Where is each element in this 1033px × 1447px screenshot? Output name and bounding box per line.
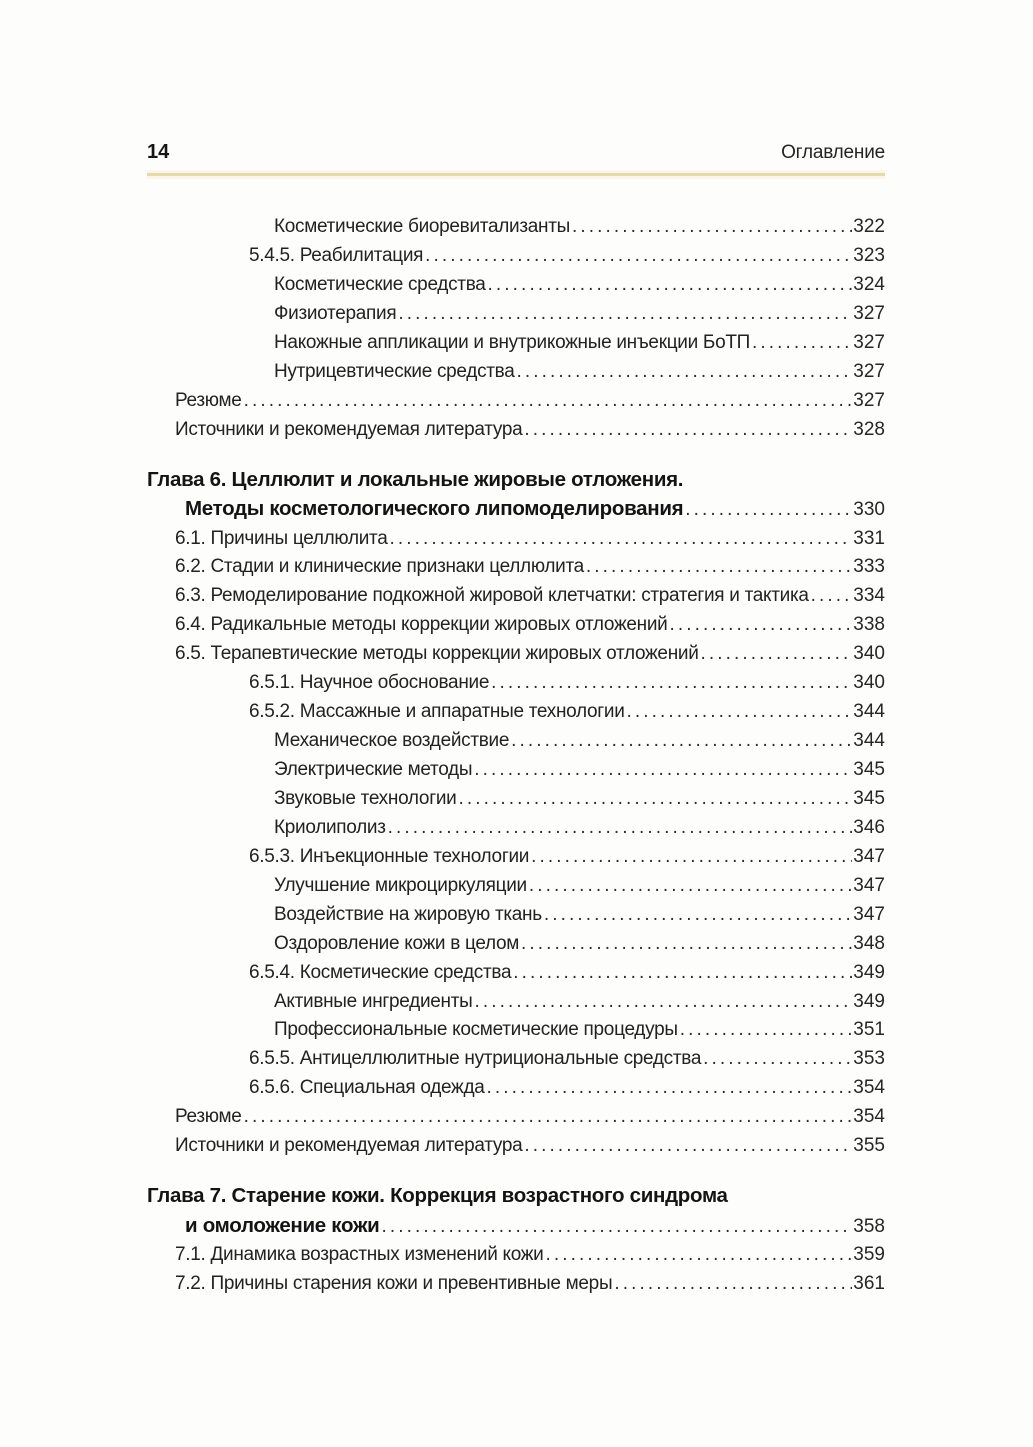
toc-entry-label: Профессиональные косметические процедуры xyxy=(274,1019,678,1041)
dot-leader xyxy=(572,213,852,242)
dot-leader xyxy=(474,756,852,785)
toc-entry-label: 6.1. Причины целлюлита xyxy=(175,527,388,549)
toc-row xyxy=(147,669,885,698)
toc-entry-label: Накожные аппликации и внутрикожные инъекции БоТП xyxy=(274,331,750,353)
dot-leader xyxy=(524,416,852,445)
dot-leader xyxy=(474,988,852,1017)
dot-leader xyxy=(521,930,852,959)
toc-entry-label: 6.5.5. Антицеллюлитные нутрициональные средства xyxy=(249,1048,702,1070)
toc-row xyxy=(147,930,885,959)
toc-entry-label: Косметические биоревитализанты xyxy=(274,216,570,237)
toc-entry-label: 6.5.2. Массажные и аппаратные технологии xyxy=(249,701,625,723)
dot-leader xyxy=(425,242,852,271)
chapter-heading xyxy=(147,465,885,525)
toc-row xyxy=(147,988,885,1017)
toc-entry-label: 6.5.1. Научное обоснование xyxy=(249,672,490,694)
toc-row xyxy=(147,1241,885,1270)
toc-row xyxy=(147,901,885,930)
toc-row xyxy=(147,872,885,901)
toc-entry-page: 345 xyxy=(853,787,885,809)
dot-leader xyxy=(811,582,853,611)
toc-row xyxy=(147,213,885,242)
header-rule xyxy=(147,170,885,179)
toc-entry-label: Резюме xyxy=(175,389,242,411)
page-number: 14 xyxy=(147,141,170,163)
toc-entry-page: 322 xyxy=(853,216,885,237)
toc-entry-page: 353 xyxy=(853,1048,885,1070)
dot-leader xyxy=(701,640,853,669)
toc-row xyxy=(147,756,885,785)
toc-entry-label: Звуковые технологии xyxy=(274,787,457,809)
dot-leader xyxy=(513,959,852,988)
toc-entry-page: 349 xyxy=(853,990,885,1012)
dot-leader xyxy=(488,271,853,300)
toc-row xyxy=(147,843,885,872)
toc-entry-page: 355 xyxy=(853,1135,885,1157)
page-content xyxy=(147,141,885,1299)
toc-entry-page: 347 xyxy=(853,874,885,896)
toc-entry-label: Активные ингредиенты xyxy=(274,990,473,1012)
toc-entry-label: Оздоровление кожи в целом xyxy=(274,932,520,954)
chapter-title-line2: Методы косметологического липомоделирования xyxy=(185,497,684,520)
toc-entry-page: 348 xyxy=(853,932,885,954)
toc-entry-label: 6.3. Ремоделирование подкожной жировой клетчатки: стратегия и тактика xyxy=(175,585,809,607)
dot-leader xyxy=(669,611,852,640)
dot-leader xyxy=(586,553,852,582)
toc-entry-page: 354 xyxy=(853,1077,885,1099)
toc-row xyxy=(147,582,885,611)
toc-entry-label: 7.2. Причины старения кожи и превентивные меры xyxy=(175,1273,613,1295)
dot-leader xyxy=(487,1074,853,1103)
dot-leader xyxy=(398,300,852,329)
page-header xyxy=(147,141,885,164)
toc-entry-page: 331 xyxy=(853,527,885,549)
toc-row xyxy=(147,387,885,416)
header-title: Оглавление xyxy=(781,142,885,163)
toc-entry-label: 6.2. Стадии и клинические признаки целлюлита xyxy=(175,556,584,578)
dot-leader xyxy=(703,1045,852,1074)
toc-entry-label: Электрические методы xyxy=(274,759,473,780)
chapter-title-line2-row xyxy=(147,494,885,525)
dot-leader xyxy=(244,387,853,416)
toc-entry-label: 6.5.3. Инъекционные технологии xyxy=(249,845,530,867)
toc-entry-label: Криолиполиз xyxy=(274,816,386,838)
toc-entry-page: 349 xyxy=(853,961,885,983)
toc-row xyxy=(147,1132,885,1161)
toc-entry-page: 346 xyxy=(853,816,885,838)
dot-leader xyxy=(524,1132,852,1161)
dot-leader xyxy=(680,1016,853,1045)
toc-entry-page: 345 xyxy=(853,759,885,780)
toc-entry-page: 328 xyxy=(853,418,885,440)
toc-entry-page: 338 xyxy=(853,614,885,636)
toc-entry-page: 340 xyxy=(853,643,885,665)
toc-entry-page: 340 xyxy=(853,672,885,694)
toc-entry-page: 359 xyxy=(853,1244,885,1266)
toc-entry-label: Физиотерапия xyxy=(274,302,397,324)
toc-row xyxy=(147,271,885,300)
toc-entry-label: Улучшение микроциркуляции xyxy=(274,874,527,896)
toc-entry-label: Воздействие на жировую ткань xyxy=(274,903,542,925)
toc-entry-page: 358 xyxy=(853,1215,885,1237)
toc-entry-label: 6.4. Радикальные методы коррекции жировых отложений xyxy=(175,614,668,636)
toc-entry-page: 361 xyxy=(853,1273,885,1295)
toc-entry-page: 324 xyxy=(853,273,885,295)
dot-leader xyxy=(382,1212,853,1242)
toc-entry-page: 333 xyxy=(853,556,885,578)
dot-leader xyxy=(458,785,852,814)
toc-row xyxy=(147,1045,885,1074)
toc-row xyxy=(147,1103,885,1132)
toc-row xyxy=(147,242,885,271)
toc-entry-label: 6.5.4. Косметические средства xyxy=(249,961,512,983)
toc-entry-page: 344 xyxy=(853,701,885,723)
dot-leader xyxy=(627,698,853,727)
toc-entry-page: 347 xyxy=(853,903,885,925)
dot-leader xyxy=(752,329,852,358)
chapter-heading xyxy=(147,1181,885,1241)
toc-row xyxy=(147,1016,885,1045)
dot-leader xyxy=(531,843,852,872)
toc-row xyxy=(147,329,885,358)
dot-leader xyxy=(491,669,852,698)
toc-row xyxy=(147,416,885,445)
toc-entry-label: 7.1. Динамика возрастных изменений кожи xyxy=(175,1244,544,1266)
toc-row xyxy=(147,727,885,756)
toc-entry-label: Нутрицевтические средства xyxy=(274,360,515,382)
toc-row xyxy=(147,959,885,988)
toc-entry-label: Источники и рекомендуемая литература xyxy=(175,418,523,440)
toc-row xyxy=(147,785,885,814)
toc-entry-label: Источники и рекомендуемая литература xyxy=(175,1135,523,1157)
toc-entry-page: 347 xyxy=(853,845,885,867)
toc-row xyxy=(147,358,885,387)
dot-leader xyxy=(546,1241,853,1270)
dot-leader xyxy=(390,525,853,554)
toc-row xyxy=(147,1270,885,1299)
toc-entry-label: Косметические средства xyxy=(274,273,486,295)
toc-entry-page: 327 xyxy=(853,360,885,382)
dot-leader xyxy=(529,872,852,901)
chapter-title-line2-row xyxy=(147,1211,885,1242)
toc-list xyxy=(147,213,885,1299)
toc-entry-label: 6.5. Терапевтические методы коррекции жировых отложений xyxy=(175,643,699,665)
chapter-title-line1: Глава 6. Целлюлит и локальные жировые отложения. xyxy=(147,467,684,491)
dot-leader xyxy=(244,1103,853,1132)
dot-leader xyxy=(614,1270,852,1299)
chapter-title-line2: и омоложение кожи xyxy=(185,1213,380,1237)
toc-entry-page: 354 xyxy=(853,1106,885,1128)
toc-row xyxy=(147,698,885,727)
dot-leader xyxy=(388,814,853,843)
toc-entry-page: 327 xyxy=(853,389,885,411)
toc-row xyxy=(147,525,885,554)
toc-entry-page: 327 xyxy=(853,331,885,353)
toc-entry-page: 323 xyxy=(853,244,885,266)
toc-entry-label: Резюме xyxy=(175,1106,242,1128)
toc-entry-page: 351 xyxy=(853,1019,885,1041)
toc-entry-page: 327 xyxy=(853,302,885,324)
toc-entry-label: 6.5.6. Специальная одежда xyxy=(249,1077,485,1099)
toc-row xyxy=(147,300,885,329)
toc-entry-page: 344 xyxy=(853,730,885,752)
toc-entry-page: 334 xyxy=(853,585,885,607)
toc-row xyxy=(147,553,885,582)
dot-leader xyxy=(511,727,852,756)
toc-row xyxy=(147,814,885,843)
dot-leader xyxy=(517,358,853,387)
toc-row xyxy=(147,1074,885,1103)
dot-leader xyxy=(685,495,852,525)
toc-entry-page: 330 xyxy=(853,499,885,520)
toc-row xyxy=(147,611,885,640)
toc-entry-label: Механическое воздействие xyxy=(274,730,510,752)
dot-leader xyxy=(544,901,852,930)
toc-entry-label: 5.4.5. Реабилитация xyxy=(249,244,424,266)
toc-row xyxy=(147,640,885,669)
chapter-title-line1: Глава 7. Старение кожи. Коррекция возрастного синдрома xyxy=(147,1184,728,1208)
